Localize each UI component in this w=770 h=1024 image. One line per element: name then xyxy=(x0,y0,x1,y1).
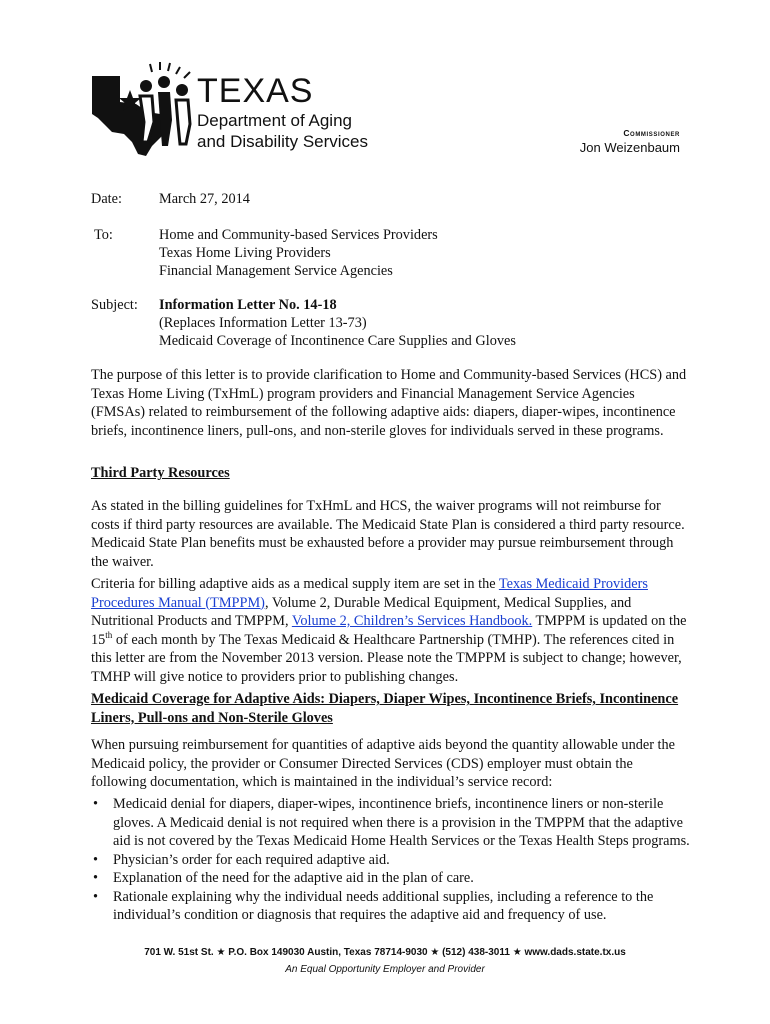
criteria-text: Criteria for billing adaptive aids as a medical supply item are set in the xyxy=(91,576,499,592)
list-item xyxy=(91,851,691,870)
date-label: Date: xyxy=(91,191,122,207)
commissioner-name: Jon Weizenbaum xyxy=(579,140,680,155)
date-value: March 27, 2014 xyxy=(159,191,250,207)
coverage-paragraph: When pursuing reimbursement for quantities of adaptive aids beyond the quantity allowable under the Medicaid policy, the provider or Consumer Directed Services (CDS) employer must obtain the following documentation, which is maintained in the individual’s service record: xyxy=(91,737,676,790)
bullet-icon: • xyxy=(93,796,99,812)
logo-wordmark: TEXAS xyxy=(197,72,314,110)
subject-line: (Replaces Information Letter 13-73) xyxy=(159,315,367,331)
bullet-icon: • xyxy=(93,851,99,868)
list-item xyxy=(91,869,691,888)
footer-tagline: An Equal Opportunity Employer and Provider xyxy=(285,964,485,975)
criteria-text: TMPPM is updated on the 15 xyxy=(91,613,687,648)
to-recipient: Home and Community-based Services Providers xyxy=(159,227,438,243)
list-item xyxy=(91,888,691,925)
intro-paragraph: The purpose of this letter is to provide clarification to Home and Community-based Services (HCS) and Texas Home Living (TxHmL) program providers and Financial Management Service Agencies (FMSAs) related to reimbursement of the following adaptive aids: diapers, diaper-wipes, incontinence briefs, incontinence liners, pull-ons, and non-sterile gloves for individuals served in these programs. xyxy=(91,367,687,439)
list-item-text: Rationale explaining why the individual needs additional supplies, including a reference to the individual’s condition or diagnosis that requires the adaptive aid and frequency of use. xyxy=(113,888,654,923)
list-item-text: Medicaid denial for diapers, diaper-wipes, incontinence briefs, incontinence liners or non-sterile gloves. A Medicaid denial is not required when there is a provision in the TMPPM that the adaptive aid is not covered by the Texas Medicaid Home Health Services or the Texas Health Steps programs. xyxy=(113,796,690,849)
heading-medicaid-coverage: Medicaid Coverage for Adaptive Aids: Diapers, Diaper Wipes, Incontinence Briefs, Incontinence Liners, Pull-ons and Non-Sterile Gloves xyxy=(91,691,679,726)
bullet-icon: • xyxy=(93,888,99,905)
logo-department-line2: and Disability Services xyxy=(197,132,369,151)
to-recipient: Texas Home Living Providers xyxy=(159,245,331,261)
criteria-text: of each month by The Texas Medicaid & Healthcare Partnership (TMHP). The references cited in this letter are from the November 2013 version. Please note the TMPPM is subject to change; however, TMHP will give notice to providers prior to publishing changes. xyxy=(91,631,682,685)
footer-address: 701 W. 51st St. ★ P.O. Box 149030 Austin, Texas 78714-9030 ★ (512) 438-3011 ★ www.dads.state.tx.us xyxy=(144,947,626,958)
to-recipient: Financial Management Service Agencies xyxy=(159,263,393,279)
commissioner-title: Commissioner xyxy=(623,128,680,138)
subject-title: Information Letter No. 14-18 xyxy=(159,297,337,313)
list-item-text: Explanation of the need for the adaptive aid in the plan of care. xyxy=(113,870,474,886)
list-item-text: Physician’s order for each required adaptive aid. xyxy=(113,851,390,868)
logo-department-line1: Department of Aging xyxy=(197,111,352,130)
agency-logo xyxy=(90,62,369,158)
bullet-icon: • xyxy=(93,870,99,886)
tmppm-link[interactable]: Texas Medicaid Providers Procedures Manual (TMPPM) xyxy=(91,576,648,611)
documentation-list xyxy=(91,795,691,925)
to-label: To: xyxy=(94,227,113,243)
heading-third-party-resources: Third Party Resources xyxy=(91,465,230,481)
criteria-text: , Volume 2, Durable Medical Equipment, Medical Supplies, and Nutritional Products and TMPPM, xyxy=(91,594,632,629)
subject-label: Subject: xyxy=(91,297,138,313)
criteria-paragraph xyxy=(91,575,691,686)
texas-dads-logo-icon xyxy=(90,62,195,158)
childrens-handbook-link[interactable]: Volume 2, Children’s Services Handbook. xyxy=(291,613,533,629)
ordinal-suffix: th xyxy=(105,629,113,640)
commissioner-block xyxy=(580,128,680,155)
subject-line: Medicaid Coverage of Incontinence Care Supplies and Gloves xyxy=(159,333,516,349)
list-item xyxy=(91,795,691,851)
third-party-paragraph: As stated in the billing guidelines for TxHmL and HCS, the waiver programs will not reimburse for costs if third party resources are available. The Medicaid State Plan is considered a third party resource. Medicaid State Plan benefits must be exhausted before a provider may pursue reimbursement through the waiver. xyxy=(91,498,685,570)
